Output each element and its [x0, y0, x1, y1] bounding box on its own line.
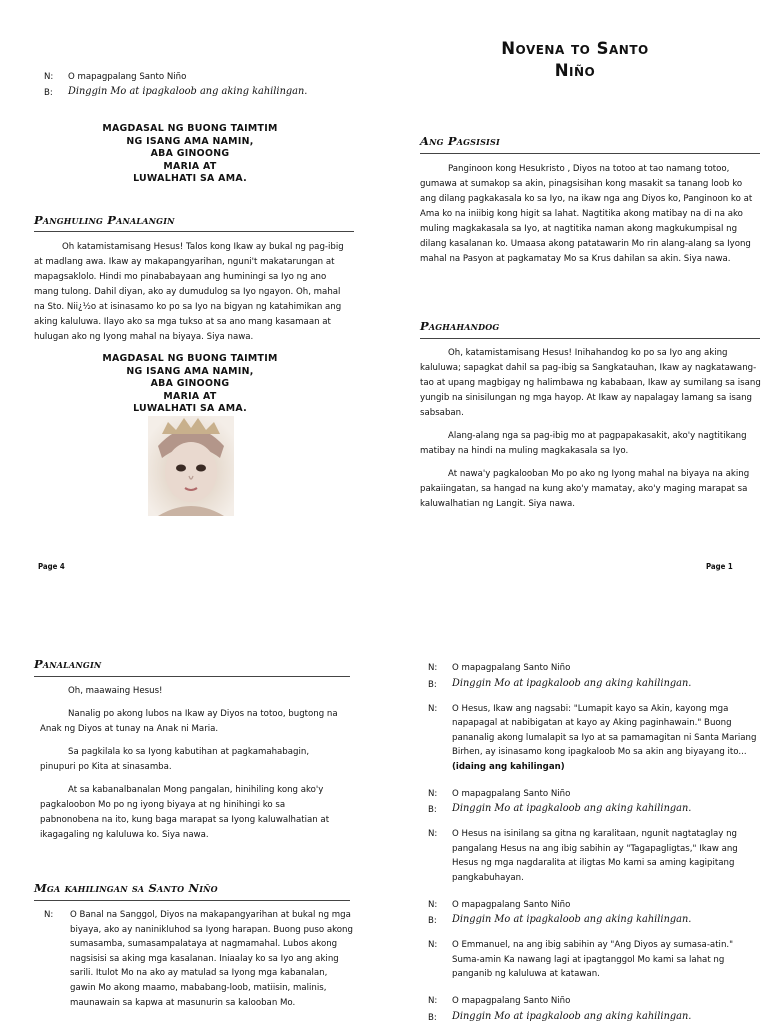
b-label: B:: [44, 88, 53, 98]
petition-text: O Banal na Sanggol, Diyos na makapangyarihan at bukal ng mga biyaya, ako ay naninikluhod sa Iyong harapan. Buong puso akong sumasamba, sumasampalataya at nagmamahal. Lubos akong nagsisisi sa aking mga kasalanan. Iniaalay ko sa Iyo ang aking sarili. Itulot Mo na ako ay matulad sa Iyong mga kabanalan, gawin Mo akong maamo, mababang-loob, matiisin, malinis, maunawain sa kapwa at masunurin sa kalooban Mo.: [70, 910, 353, 1008]
paragraph-text: Panginoon kong Hesukristo , Diyos na totoo at tao namang totoo, gumawa at sumakop sa akin, pinagsisihan kong masakit sa tanang loob ko ang dilang pagkakasala ko sa Iyo, na ikaw nga ang Diyos ko, Panginoon ko at Ama ko na iniibig kong higit sa lahat. Nagtitika akong matibay na di na ako muling magkakasala sa Iyo, at nagtitika naman akong magkukumpisal ng dilang kasalanan ko. Umaasa akong patatawarin Mo rin alang-alang sa Iyong mahal na Pasyon at pagkamatay Mo sa Krus dahilan sa akin. Siya nawa.: [420, 164, 753, 264]
litany-item-2: [428, 827, 758, 885]
litany-text: [452, 702, 758, 775]
litany-refrain-n: [428, 994, 758, 1009]
litany-refrain-n: [428, 661, 758, 676]
paragraph-text: At sa kabanalbanalan Mong pangalan, hinihiling kong ako'y pagkaloobon Mo po ng iyong biyaya at ng hinihingi ko sa pabnonobena na ito, kung baga marapat sa Iyong kaluwalhatian at ikagagaling ng kaluluwa ko. Siya nawa.: [40, 785, 330, 840]
litany-item-3: [428, 938, 758, 982]
instruction-line: MAGDASAL NG BUONG TAIMTIM: [102, 123, 278, 134]
litany-refrain-b: [428, 803, 758, 817]
document-title: [460, 38, 690, 82]
instruction-line: ABA GINOONG: [150, 378, 230, 389]
response-row-b: [44, 86, 364, 100]
prayer-instruction-1: [60, 123, 320, 186]
versicle-text: O mapagpalang Santo Niño: [452, 663, 571, 673]
litany-text: O Hesus na isinilang sa gitna ng karalitaan, ngunit nagtataglay ng pangalang Hesus na ang ibig sabihin ay "Tagapagligtas," Ikaw ang Hesus ng mga nagdaralita at iligtas Mo kami sa aming kagipitang pangkabuhayan.: [452, 829, 738, 883]
litany-text: O Emmanuel, na ang ibig sabihin ay "Ang Diyos ay sumasa-atin." Suma-amin Ka nawang lagi at ipagtanggol Mo kami sa lahat ng panganib ng kaluluwa at katawan.: [452, 940, 734, 980]
petition-row: [44, 908, 354, 1010]
response-text: Dinggin Mo at ipagkaloob ang aking kahilingan.: [452, 914, 692, 926]
section-divider: [34, 900, 350, 901]
versicle-row-n: [44, 70, 344, 85]
n-label: N:: [44, 72, 54, 82]
litany-item-1: [428, 702, 758, 775]
prayer-paragraphs: [40, 684, 346, 851]
n-label: N:: [428, 829, 438, 840]
instruction-line: NG ISANG AMA NAMIN,: [126, 365, 254, 377]
instruction-line: MARIA AT: [163, 390, 217, 402]
versicle-text: O mapagpalang Santo Niño: [452, 995, 571, 1006]
versicle-text: O mapagpalang Santo Niño: [452, 899, 571, 910]
instruction-line: MARIA AT: [163, 160, 217, 172]
page-number-4: Page 4: [38, 562, 65, 571]
paragraph-text: Oh katamistamisang Hesus! Talos kong Ikaw ay bukal ng pag-ibig at madlang awa. Ikaw ay makapangyarihan, nguni't makatarungan at mapagsaklolo. Hindi mo pinababayaan ang huminingi sa Iyo ng ano mang tulong. Dahil diyan, ako ay dumudulog sa Iyo ngayon. Oh, mahal na Sto. Nii¿½o at isinasamo ko po sa Iyo na bigyan ng katahimikan ang aking kaluluwa. Ilayo ako sa mga tukso at sa ano mang kasamaan at hulugan ako ng Iyong mahal na biyaya. Siya nawa.: [34, 242, 344, 342]
n-label: N:: [428, 663, 438, 673]
litany-list: [428, 661, 758, 1025]
versicle-text: O mapagpalang Santo Niño: [68, 72, 187, 82]
litany-refrain-n: [428, 898, 758, 913]
title-line: Novena to Santo: [501, 39, 649, 58]
b-label: B:: [428, 679, 437, 690]
paragraph-text: Nanalig po akong lubos na Ikaw ay Diyos na totoo, bugtong na Anak ng Diyos at tunay na Anak ni Maria.: [40, 709, 338, 734]
instruction-line: ABA GINOONG: [150, 148, 230, 159]
closing-prayer-paragraph: [34, 240, 350, 353]
section-title-panghuling-panalangin: Panghuling Panalangin: [34, 213, 175, 227]
section-divider: [34, 676, 350, 677]
section-title-panalangin: Panalangin: [34, 657, 102, 671]
response-text: Dinggin Mo at ipagkaloob ang aking kahilingan.: [452, 803, 692, 815]
section-title-mga-kahilingan: Mga kahilingan sa Santo Niño: [34, 881, 218, 895]
offering-paragraphs: [420, 346, 762, 520]
section-divider: [420, 153, 760, 154]
instruction-line: NG ISANG AMA NAMIN,: [126, 135, 254, 147]
litany-refrain-n: [428, 787, 758, 802]
page-number-1: Page 1: [706, 562, 733, 571]
litany-instruction: (idaing ang kahilingan): [452, 761, 565, 772]
instruction-line: LUWALHATI SA AMA.: [133, 173, 247, 184]
section-title-ang-pagsisisi: Ang Pagsisisi: [420, 134, 500, 148]
litany-refrain-b: [428, 914, 758, 928]
versicle-text: O mapagpalang Santo Niño: [452, 788, 571, 799]
n-label: N:: [428, 940, 438, 951]
litany-refrain-b: [428, 1011, 758, 1025]
section-divider: [420, 338, 760, 339]
n-label: N:: [428, 995, 438, 1006]
paragraph-text: Oh, maawaing Hesus!: [68, 686, 163, 696]
response-text: Dinggin Mo at ipagkaloob ang aking kahilingan.: [68, 86, 308, 97]
paragraph-text: Alang-alang nga sa pag-ibig mo at pagpapakasakit, ako'y nagtitikang matibay na hindi na muling magkakasala sa Iyo.: [420, 431, 747, 456]
n-label: N:: [428, 899, 438, 910]
litany-text-body: O Hesus, Ikaw ang nagsabi: "Lumapit kayo sa Akin, kayong mga napapagal at nabibigatan at kayo ay Aking paginhawain." Buong pananalig akong lumalapit sa Iyo at sa pamamagitan ni Santa Mariang Birhen, ay isinasamo kong ipagkaloob Mo sa akin ang biyayang ito...: [452, 703, 757, 758]
b-label: B:: [428, 805, 437, 816]
prayer-instruction-2: [60, 353, 320, 416]
santo-nino-icon: [148, 416, 234, 516]
title-line: Niño: [554, 61, 596, 80]
instruction-line: MAGDASAL NG BUONG TAIMTIM: [102, 353, 278, 364]
paragraph-text: Oh, katamistamisang Hesus! Inihahandog ko po sa Iyo ang aking kaluluwa; sapagkat dahil sa pag-ibig sa Sangkatauhan, Ikaw ay nagkatawang-tao at upang magbigay ng halimbawa ng kababaan, Ikaw ay sumilang sa isang yungib na sinisilungan ng mga hayop. At Ikaw ay napalagay lamang sa isang sabsaban.: [420, 348, 761, 418]
litany-refrain-b: [428, 678, 758, 692]
section-divider: [34, 231, 354, 232]
n-label: N:: [44, 910, 54, 920]
response-text: Dinggin Mo at ipagkaloob ang aking kahilingan.: [452, 677, 692, 689]
n-label: N:: [428, 788, 438, 799]
paragraph-text: At nawa'y pagkalooban Mo po ako ng Iyong mahal na biyaya na aking pakaiingatan, sa hangad na kung ako'y mamatay, ako'y maging marapat sa kaluwalhatian ng Langit. Siya nawa.: [420, 469, 750, 509]
b-label: B:: [428, 916, 437, 927]
contrition-paragraph: [420, 162, 758, 275]
section-title-paghahandog: Paghahandog: [420, 319, 500, 333]
n-label: N:: [428, 703, 438, 714]
instruction-line: LUWALHATI SA AMA.: [133, 403, 247, 414]
response-text: Dinggin Mo at ipagkaloob ang aking kahilingan.: [452, 1010, 692, 1022]
b-label: B:: [428, 1012, 437, 1023]
paragraph-text: Sa pagkilala ko sa Iyong kabutihan at pagkamahabagin, pinupuri po Kita at sinasamba.: [40, 747, 310, 772]
